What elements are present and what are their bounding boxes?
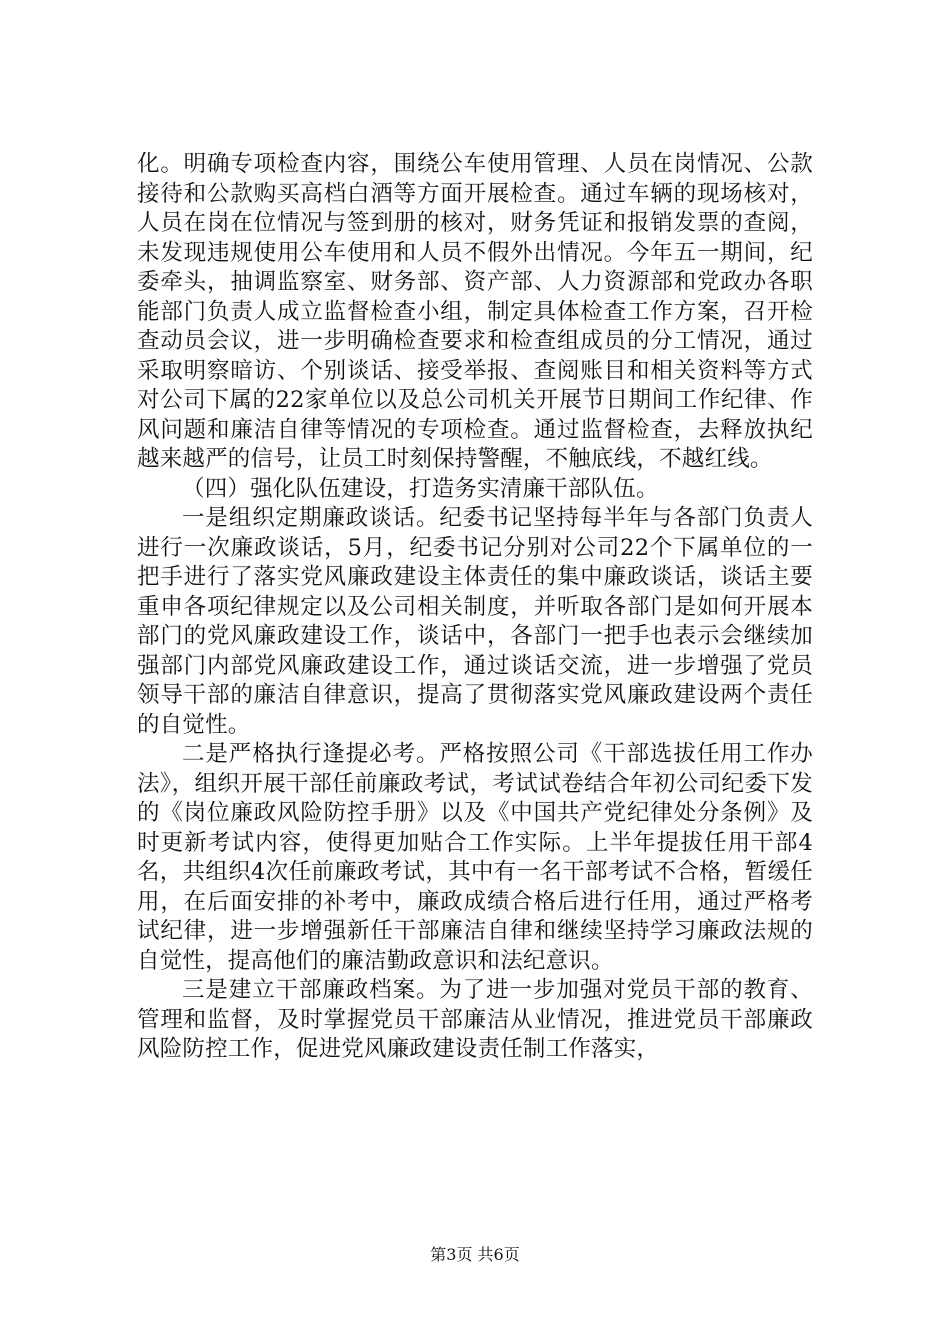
section-heading: （四）强化队伍建设，打造务实清廉干部队伍。 xyxy=(182,475,659,502)
paragraph-integrity-archive: 三是建立干部廉政档案。为了进一步加强对党员干部的教育、管理和监督，及时掌握党员干部廉洁从业情况，推进党员干部廉政风险防控工作，促进党风廉政建设责任制工作落实， xyxy=(137,977,813,1062)
document-body xyxy=(137,150,813,1065)
page-number-footer: 第3页 共6页 xyxy=(430,1245,520,1264)
paragraph-promotion-exam: 二是严格执行逢提必考。严格按照公司《干部选拔任用工作办法》，组织开展干部任前廉政考试，考试试卷结合年初公司纪委下发的《岗位廉政风险防控手册》以及《中国共产党纪律处分条例》及时更新考试内容，使得更加贴合工作实际。上半年提拔任用干部4名，共组织4次任前廉政考试，其中有一名干部考试不合格，暂缓任用，在后面安排的补考中，廉政成绩合格后进行任用，通过严格考试纪律，进一步增强新任干部廉洁自律和继续坚持学习廉政法规的自觉性，提高他们的廉洁勤政意识和法纪意识。 xyxy=(137,741,813,974)
paragraph-integrity-talks: 一是组织定期廉政谈话。纪委书记坚持每半年与各部门负责人进行一次廉政谈话，5月，纪委书记分别对公司22个下属单位的一把手进行了落实党风廉政建设主体责任的集中廉政谈话，谈话主要重申各项纪律规定以及公司相关制度，并听取各部门是如何开展本部门的党风廉政建设工作，谈话中，各部门一把手也表示会继续加强部门内部党风廉政建设工作，通过谈话交流，进一步增强了党员领导干部的廉洁自律意识，提高了贯彻落实党风廉政建设两个责任的自觉性。 xyxy=(137,505,813,738)
paragraph-continuation: 化。明确专项检查内容，围绕公车使用管理、人员在岗情况、公款接待和公款购买高档白酒等方面开展检查。通过车辆的现场核对，人员在岗在位情况与签到册的核对，财务凭证和报销发票的查阅，未发现违规使用公车使用和人员不假外出情况。今年五一期间，纪委牵头，抽调监察室、财务部、资产部、人力资源部和党政办各职能部门负责人成立监督检查小组，制定具体检查工作方案，召开检查动员会议，进一步明确检查要求和检查组成员的分工情况，通过采取明察暗访、个别谈话、接受举报、查阅账目和相关资料等方式对公司下属的22家单位以及总公司机关开展节日期间工作纪律、作风问题和廉洁自律等情况的专项检查。通过监督检查，去释放执纪越来越严的信号，让员工时刻保持警醒，不触底线，不越红线。 xyxy=(137,151,813,472)
